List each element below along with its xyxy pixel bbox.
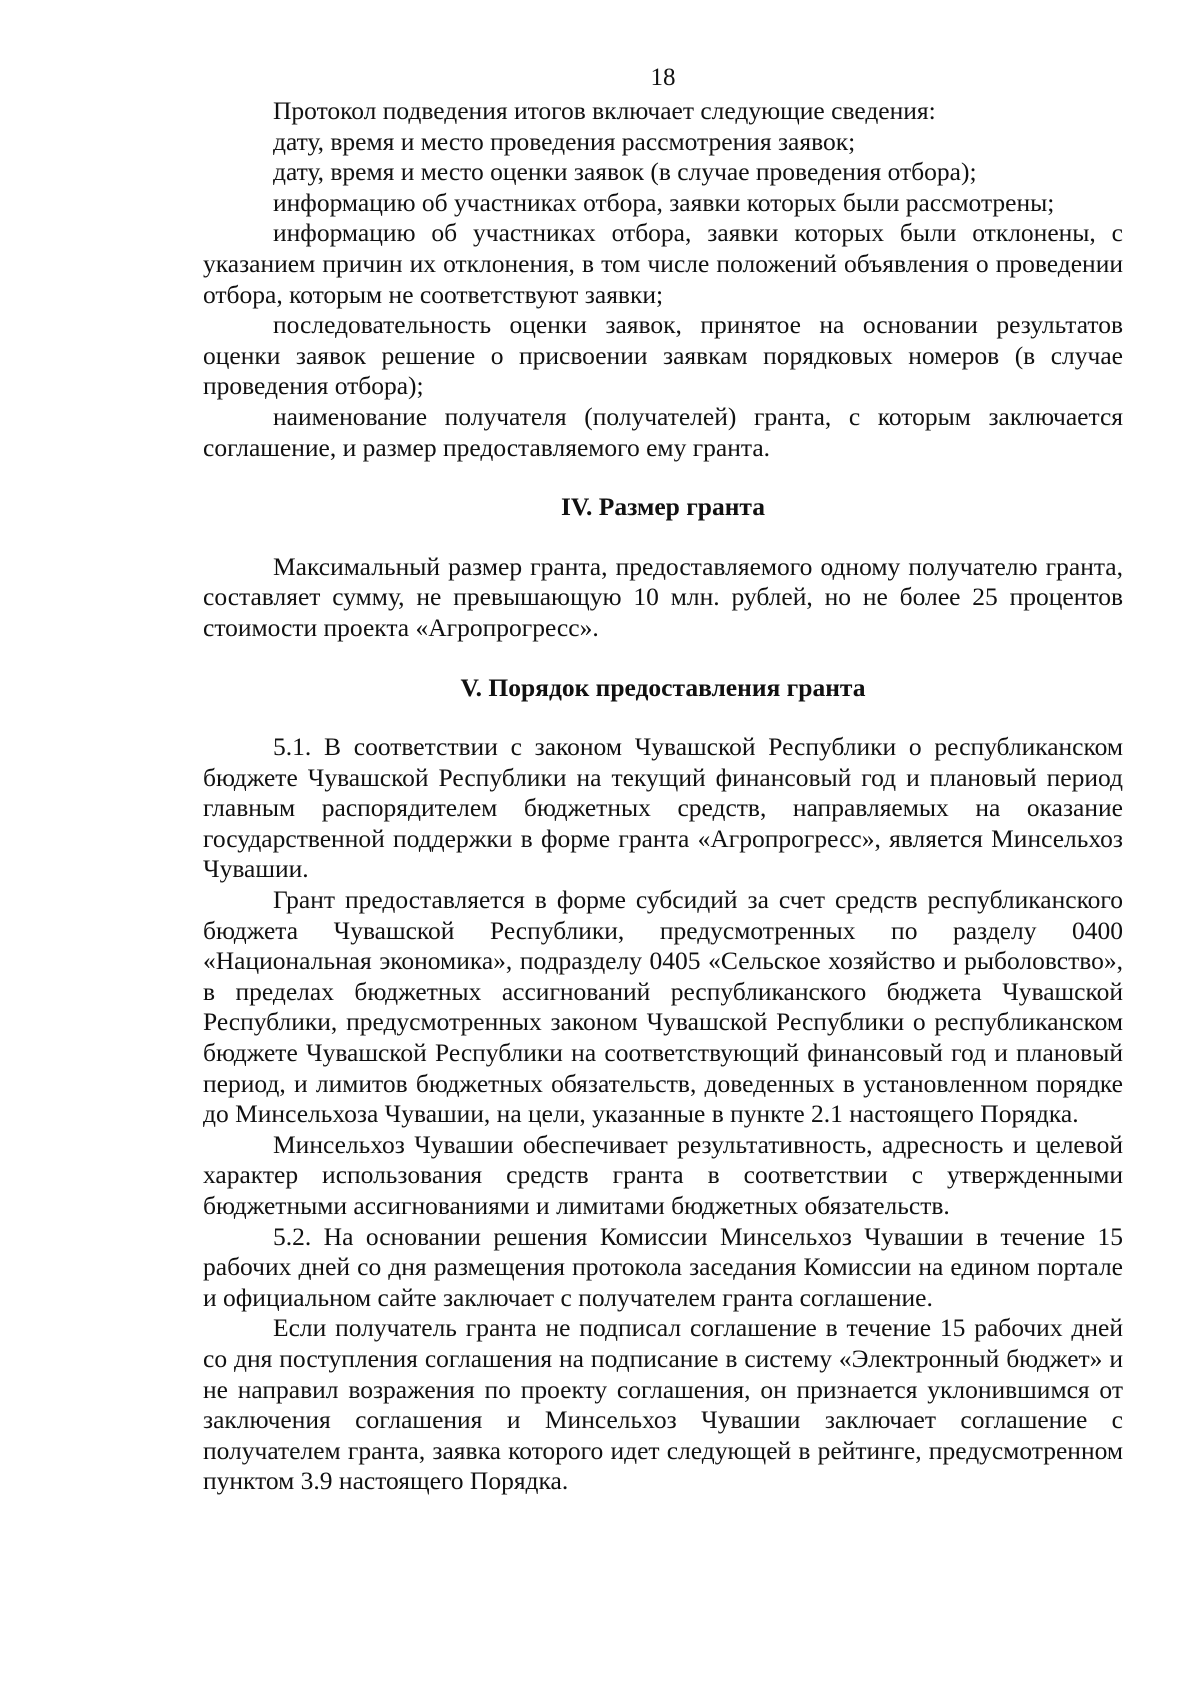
paragraph: Максимальный размер гранта, предоставляемого одному получателю гранта, составляет сумму, не превышающую 10 млн. рублей, но не более 25 процентов стоимости проекта «Агропрогресс».	[203, 551, 1123, 642]
paragraph: Если получатель гранта не подписал соглашение в течение 15 рабочих дней со дня поступления соглашения на подписание в систему «Электронный бюджет» и не направил возражения по проекту соглашения, он признается уклонившимся от заключения соглашения и Минсельхоз Чувашии заключает соглашение с получателем гранта, заявка которого идет следующей в рейтинге, предусмотренном пунктом 3.9 настоящего Порядка.	[203, 1313, 1123, 1496]
paragraph: 5.1. В соответствии с законом Чувашской Республики о республиканском бюджете Чувашской Республики на текущий финансовый год и плановый период главным распорядителем бюджетных средств, направляемых на оказание государственной поддержки в форме гранта «Агропрогресс», является Минсельхоз Чувашии.	[203, 732, 1123, 884]
paragraph: информацию об участниках отбора, заявки которых были рассмотрены;	[273, 187, 1055, 217]
paragraph: информацию об участниках отбора, заявки которых были отклонены, с указанием причин их отклонения, в том числе положений объявления о проведении отбора, которым не соответствуют заявки;	[203, 218, 1123, 309]
paragraph: Грант предоставляется в форме субсидий за счет средств республиканского бюджета Чувашской Республики, предусмотренных по разделу 0400 «Национальная экономика», подразделу 0405 «Сельское хозяйство и рыболовство», в пределах бюджетных ассигнований республиканского бюджета Чувашской Республики, предусмотренных законом Чувашской Республики о республиканском бюджете Чувашской Республики на соответствующий финансовый год и плановый период, и лимитов бюджетных обязательств, доведенных в установленном порядке до Минсельхоза Чувашии, на цели, указанные в пункте 2.1 настоящего Порядка.	[203, 885, 1123, 1129]
spacer	[203, 644, 1123, 673]
document-page	[203, 62, 1123, 1497]
paragraph: дату, время и место проведения рассмотрения заявок;	[273, 126, 856, 156]
paragraph: Протокол подведения итогов включает следующие сведения:	[273, 96, 936, 125]
paragraph: дату, время и место оценки заявок (в случае проведения отбора);	[273, 157, 977, 187]
paragraph: 5.2. На основании решения Комиссии Минсельхоз Чувашии в течение 15 рабочих дней со дня размещения протокола заседания Комиссии на едином портале и официальном сайте заключает с получателем гранта соглашение.	[203, 1221, 1123, 1312]
spacer	[203, 523, 1123, 552]
grant-size-section	[203, 552, 1123, 644]
protocol-contents-section	[203, 96, 1123, 463]
grant-procedure-section	[203, 732, 1123, 1497]
paragraph: Минсельхоз Чувашии обеспечивает результативность, адресность и целевой характер использования средств гранта в соответствии с утвержденными бюджетными ассигнованиями и лимитами бюджетных обязательств.	[203, 1129, 1123, 1220]
section-heading-v: V. Порядок предоставления гранта	[460, 672, 866, 702]
section-heading-iv: IV. Размер гранта	[560, 492, 766, 522]
paragraph: наименование получателя (получателей) гранта, с которым заключается соглашение, и размер предоставляемого ему гранта.	[203, 401, 1123, 462]
paragraph: последовательность оценки заявок, принятое на основании результатов оценки заявок решение о присвоении заявкам порядковых номеров (в случае проведения отбора);	[203, 310, 1123, 401]
spacer	[203, 703, 1123, 732]
page-number: 18	[650, 64, 676, 91]
spacer	[203, 463, 1123, 492]
